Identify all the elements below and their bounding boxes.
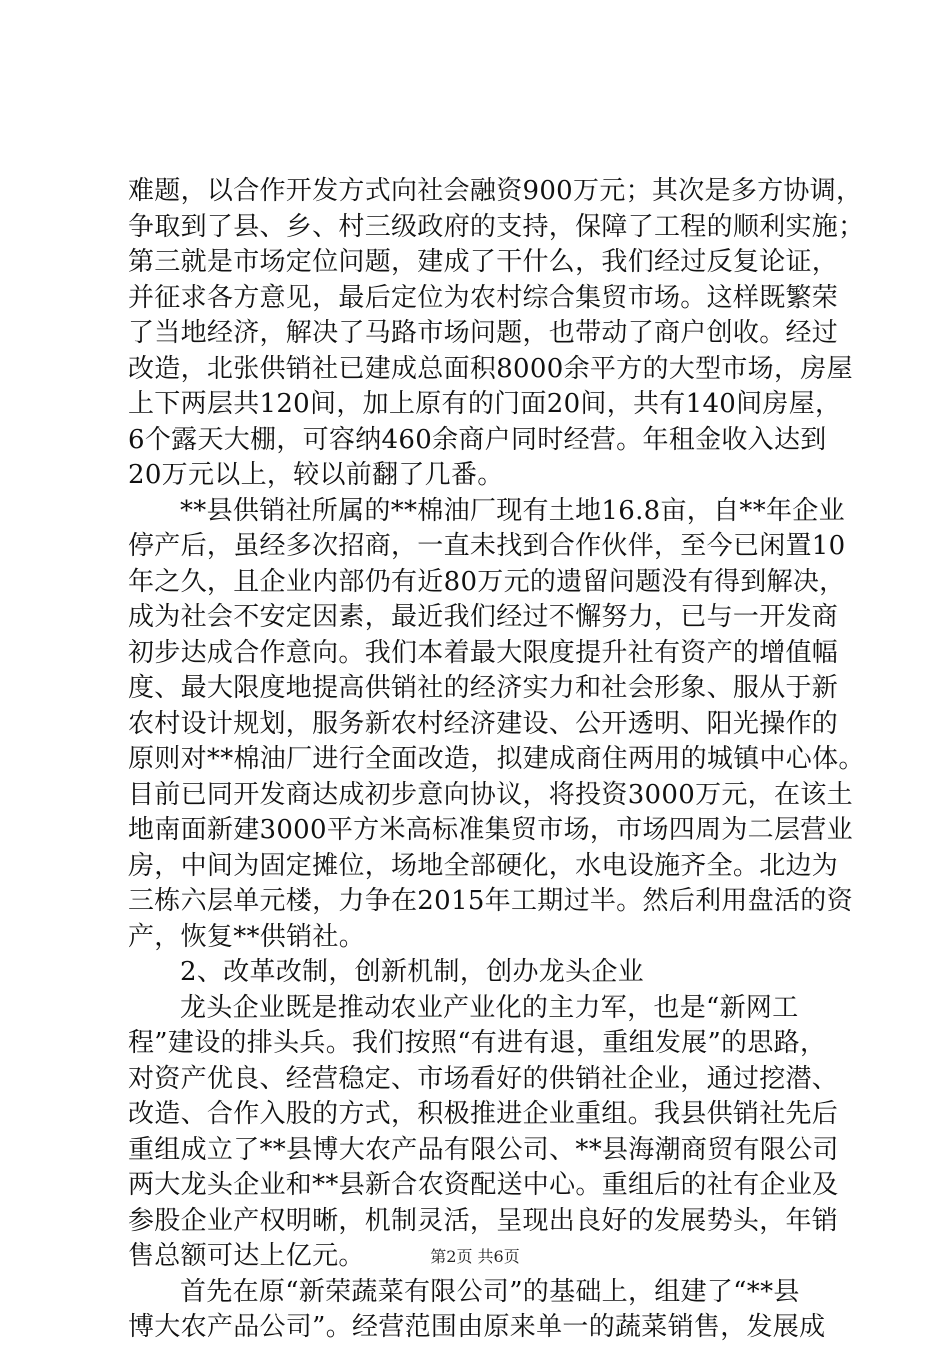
text-line: 参股企业产权明晰，机制灵活，呈现出良好的发展势头，年销 <box>128 1205 839 1236</box>
text-line: 争取到了县、乡、村三级政府的支持，保障了工程的顺利实施； <box>128 211 865 242</box>
text-line: 初步达成合作意向。我们本着最大限度提升社有资产的增值幅 <box>128 637 839 668</box>
text-line: 度、最大限度地提高供销社的经济实力和社会形象、服从于新 <box>128 673 839 703</box>
text-line: 上下两层共120间，加上原有的门面20间，共有140间房屋， <box>128 389 842 419</box>
text-line: 6个露天大棚，可容纳460余商户同时经营。年租金收入达到 <box>128 424 827 455</box>
text-line: 难题，以合作开发方式向社会融资900万元；其次是多方协调， <box>128 176 863 206</box>
text-line: 了当地经济，解决了马路市场问题，也带动了商户创收。经过 <box>128 318 839 348</box>
paragraph-market-construction <box>128 174 865 494</box>
text-line: **县供销社所属的**棉油厂现有土地16.8亩，自**年企业 <box>180 495 845 526</box>
paragraph-leading-enterprises <box>128 991 843 1275</box>
text-line: 首先在原“新荣蔬菜有限公司”的基础上，组建了“**县 <box>180 1276 800 1307</box>
text-line: 停产后，虽经多次招商，一直未找到合作伙伴，至今已闲置10 <box>128 531 846 561</box>
paragraph-boda-company <box>128 1275 843 1346</box>
page-footer: 第2页 共6页 <box>430 1247 520 1266</box>
text-line: 改造，北张供销社已建成总面积8000余平方的大型市场，房屋 <box>128 353 853 384</box>
text-line: 程”建设的排头兵。我们按照“有进有退，重组发展”的思路， <box>128 1028 827 1058</box>
section-heading: 2、改革改制，创新机制，创办龙头企业 <box>180 957 644 987</box>
text-line: 对资产优良、经营稳定、市场看好的供销社企业，通过挖潜、 <box>128 1063 839 1094</box>
text-line: 重组成立了**县博大农产品有限公司、**县海潮商贸有限公司 <box>128 1134 839 1165</box>
text-line: 改造、合作入股的方式，积极推进企业重组。我县供销社先后 <box>128 1099 839 1129</box>
document-body <box>128 174 865 1346</box>
text-line: 成为社会不安定因素，最近我们经过不懈努力，已与一开发商 <box>128 602 839 632</box>
text-line: 龙头企业既是推动农业产业化的主力军，也是“新网工 <box>180 992 799 1023</box>
text-line: 农村设计规划，服务新农村经济建设、公开透明、阳光操作的 <box>128 708 839 739</box>
text-line: 三栋六层单元楼，力争在2015年工期过半。然后利用盘活的资 <box>128 886 853 916</box>
text-line: 博大农产品公司”。经营范围由原来单一的蔬菜销售，发展成 <box>128 1312 826 1342</box>
text-line: 两大龙头企业和**县新合农资配送中心。重组后的社有企业及 <box>128 1170 839 1200</box>
text-line: 原则对**棉油厂进行全面改造，拟建成商住两用的城镇中心体。 <box>128 744 865 774</box>
text-line: 目前已同开发商达成初步意向协议，将投资3000万元，在该土 <box>128 779 853 810</box>
text-line: 20万元以上，较以前翻了几番。 <box>128 460 504 490</box>
text-line: 年之久，且企业内部仍有近80万元的遗留问题没有得到解决， <box>128 566 846 597</box>
text-line: 地南面新建3000平方米高标准集贸市场，市场四周为二层营业 <box>128 815 853 845</box>
text-line: 第三就是市场定位问题，建成了干什么，我们经过反复论证， <box>128 247 839 277</box>
paragraph-cotton-oil-factory <box>128 494 865 956</box>
text-line: 并征求各方意见，最后定位为农村综合集贸市场。这样既繁荣 <box>128 282 839 313</box>
text-line: 房，中间为固定摊位，场地全部硬化，水电设施齐全。北边为 <box>128 850 839 881</box>
text-line: 售总额可达上亿元。 <box>128 1241 365 1271</box>
text-line: 产，恢复**供销社。 <box>128 921 366 952</box>
